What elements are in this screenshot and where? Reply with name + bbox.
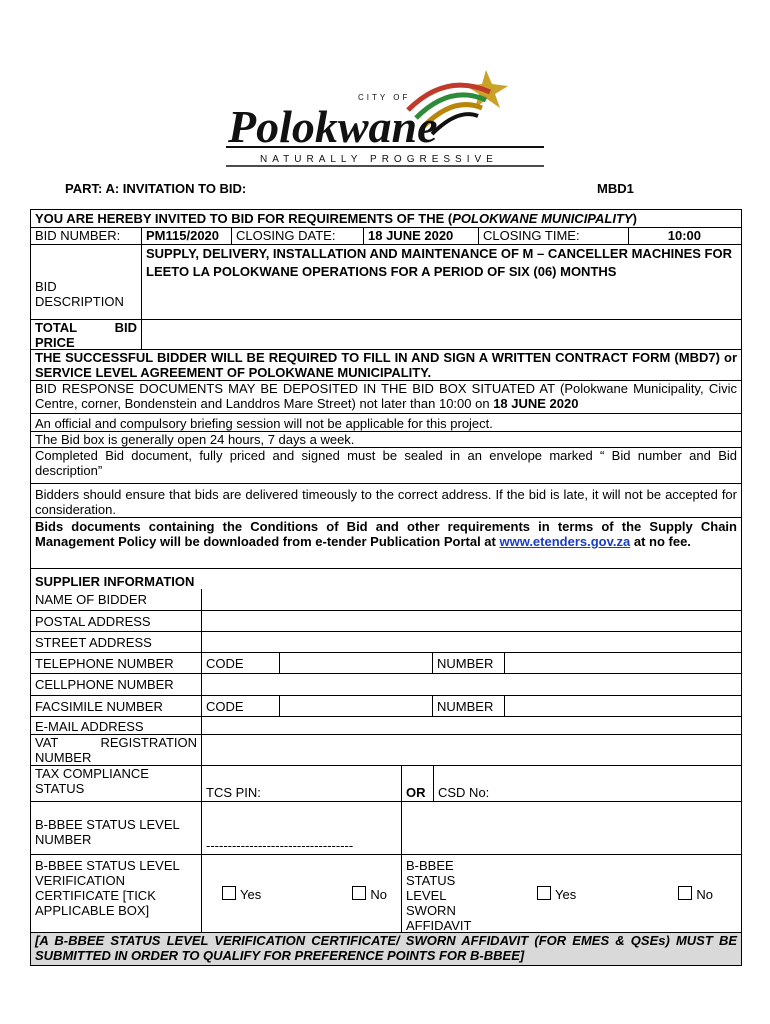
- vat-row: [31, 735, 741, 766]
- footer-notice-row: [31, 933, 741, 965]
- bbbee-level-label: B-BBEE STATUS LEVEL NUMBER: [35, 817, 180, 847]
- form-code: MBD1: [597, 181, 634, 196]
- affidavit-yes-checkbox[interactable]: [537, 886, 551, 900]
- part-a-heading: PART: A: INVITATION TO BID:: [65, 181, 247, 196]
- affidavit-no-checkbox[interactable]: [678, 886, 692, 900]
- cert-yes-checkbox[interactable]: [222, 886, 236, 900]
- vat-label: VAT REGISTRATION NUMBER: [35, 735, 197, 765]
- facsimile-code-label: CODE: [201, 696, 279, 716]
- bid-number-row: [31, 228, 741, 245]
- deposit-row: [31, 381, 741, 414]
- bbbee-cert-options: [201, 855, 401, 932]
- closing-date-value: 18 JUNE 2020: [363, 228, 478, 244]
- bid-number-value: PM115/2020: [141, 228, 231, 244]
- cert-no-checkbox[interactable]: [352, 886, 366, 900]
- city-logo: [218, 62, 548, 174]
- invite-heading: YOU ARE HEREBY INVITED TO BID FOR REQUIREMENTS OF THE (POLOKWANE MUNICIPALITY): [35, 211, 637, 226]
- affidavit-no-option[interactable]: No: [678, 886, 713, 902]
- total-bid-price-value: [141, 320, 741, 349]
- bbbee-level-field[interactable]: ----------------------------------: [201, 802, 401, 854]
- etenders-link[interactable]: www.etenders.gov.za: [499, 534, 631, 549]
- affidavit-yes-option[interactable]: Yes: [537, 886, 576, 902]
- cellphone-label: CELLPHONE NUMBER: [35, 677, 174, 692]
- closing-date-label: CLOSING DATE:: [231, 228, 363, 244]
- facsimile-number-label: NUMBER: [432, 696, 504, 716]
- name-of-bidder-label: NAME OF BIDDER: [35, 592, 147, 607]
- logo-tagline: NATURALLY PROGRESSIVE: [260, 154, 498, 165]
- cert-yes-option[interactable]: Yes: [222, 886, 261, 902]
- closing-time-label: CLOSING TIME:: [478, 228, 628, 244]
- facsimile-code-field[interactable]: [279, 696, 432, 716]
- tcs-pin-label: TCS PIN:: [201, 766, 401, 801]
- invitation-table: [30, 209, 742, 966]
- sealed-row: [31, 448, 741, 484]
- bid-number-label: BID NUMBER:: [35, 228, 121, 243]
- footer-notice: [A B-BBEE STATUS LEVEL VERIFICATION CERTIFICATE/ SWORN AFFIDAVIT (FOR EMES & QSEs) MUST BE SUBMITTED IN ORDER TO QUALIFY FOR PREFERENCE POINTS FOR B-BBEE]: [35, 933, 737, 963]
- telephone-label: TELEPHONE NUMBER: [35, 655, 174, 671]
- vat-field[interactable]: [201, 735, 741, 765]
- download-note: Bids documents containing the Conditions of Bid and other requirements in terms of the Supply Chain Management Policy will be downloaded from e-tender Publication Portal at www.etenders.gov.za at no fee.: [35, 519, 737, 549]
- bbbee-affidavit-options: [501, 855, 741, 932]
- invite-heading-row: [31, 210, 741, 228]
- bbbee-cert-label: B-BBEE STATUS LEVEL VERIFICATION CERTIFICATE [TICK APPLICABLE BOX]: [35, 858, 180, 918]
- briefing-row: [31, 414, 741, 432]
- telephone-code-label: CODE: [201, 653, 279, 673]
- timeous-note: Bidders should ensure that bids are delivered timeously to the correct address. If the bid is late, it will not be accepted for consideration.: [35, 487, 737, 517]
- name-of-bidder-row: [31, 589, 741, 611]
- bid-box-note: The Bid box is generally open 24 hours, 7 days a week.: [35, 432, 355, 447]
- postal-address-field[interactable]: [201, 611, 741, 631]
- telephone-code-field[interactable]: [279, 653, 432, 673]
- telephone-number-field[interactable]: [504, 653, 741, 673]
- cellphone-row: [31, 674, 741, 696]
- closing-time-value: 10:00: [628, 228, 741, 244]
- supplier-heading: SUPPLIER INFORMATION: [35, 574, 195, 589]
- street-address-row: [31, 632, 741, 653]
- contract-notice: THE SUCCESSFUL BIDDER WILL BE REQUIRED TO FILL IN AND SIGN A WRITTEN CONTRACT FORM (MBD7) or SERVICE LEVEL AGREEMENT OF POLOKWANE MUNICIPALITY.: [35, 350, 737, 380]
- street-address-label: STREET ADDRESS: [35, 634, 152, 650]
- contract-notice-row: [31, 350, 741, 381]
- or-label: OR: [401, 766, 433, 801]
- email-label: E-MAIL ADDRESS: [35, 719, 144, 734]
- facsimile-number-field[interactable]: [504, 696, 741, 716]
- postal-address-row: [31, 611, 741, 632]
- sealed-note: Completed Bid document, fully priced and signed must be sealed in an envelope marked “ Bid number and Bid description”: [35, 448, 737, 478]
- bbbee-cert-row: [31, 855, 741, 933]
- bbbee-level-blank: [401, 802, 741, 854]
- download-row: [31, 518, 741, 569]
- bid-description-row: [31, 245, 741, 320]
- facsimile-row: [31, 696, 741, 717]
- bid-description-label: BID DESCRIPTION: [35, 279, 124, 309]
- telephone-row: [31, 653, 741, 674]
- csd-no-label: CSD No:: [433, 766, 741, 801]
- deposit-text: BID RESPONSE DOCUMENTS MAY BE DEPOSITED IN THE BID BOX SITUATED AT (Polokwane Municipality, Civic Centre, corner, Bondenstein and Landdros Mare Street) not later than 10:00 on 18 JUNE 2020: [35, 381, 737, 411]
- bbbee-affidavit-label: B-BBEE STATUS LEVEL SWORN AFFIDAVIT: [401, 855, 501, 932]
- bid-description-text: SUPPLY, DELIVERY, INSTALLATION AND MAINTENANCE OF M – CANCELLER MACHINES FOR LEETO LA POLOKWANE OPERATIONS FOR A PERIOD OF SIX (06) MONTHS: [141, 245, 741, 319]
- timeous-row: [31, 484, 741, 518]
- logo-city-of: CITY OF: [358, 93, 411, 102]
- tax-compliance-row: [31, 766, 741, 802]
- logo-wordmark: Polokwane: [228, 101, 438, 152]
- facsimile-label: FACSIMILE NUMBER: [35, 698, 163, 714]
- name-of-bidder-field[interactable]: [201, 589, 741, 610]
- email-row: [31, 717, 741, 735]
- bbbee-level-row: [31, 802, 741, 855]
- total-bid-price-label: TOTAL BID PRICE: [35, 320, 137, 350]
- tax-compliance-label: TAX COMPLIANCE STATUS: [35, 766, 149, 796]
- polokwane-logo-graphic: [218, 62, 548, 174]
- telephone-number-label: NUMBER: [432, 653, 504, 673]
- supplier-heading-row: [31, 569, 741, 589]
- briefing-note: An official and compulsory briefing session will not be applicable for this project.: [35, 416, 493, 431]
- cellphone-field[interactable]: [201, 674, 741, 695]
- cert-no-option[interactable]: No: [352, 886, 387, 902]
- postal-address-label: POSTAL ADDRESS: [35, 613, 151, 629]
- street-address-field[interactable]: [201, 632, 741, 652]
- total-bid-price-row: [31, 320, 741, 350]
- bid-box-row: [31, 432, 741, 448]
- email-field[interactable]: [201, 717, 741, 734]
